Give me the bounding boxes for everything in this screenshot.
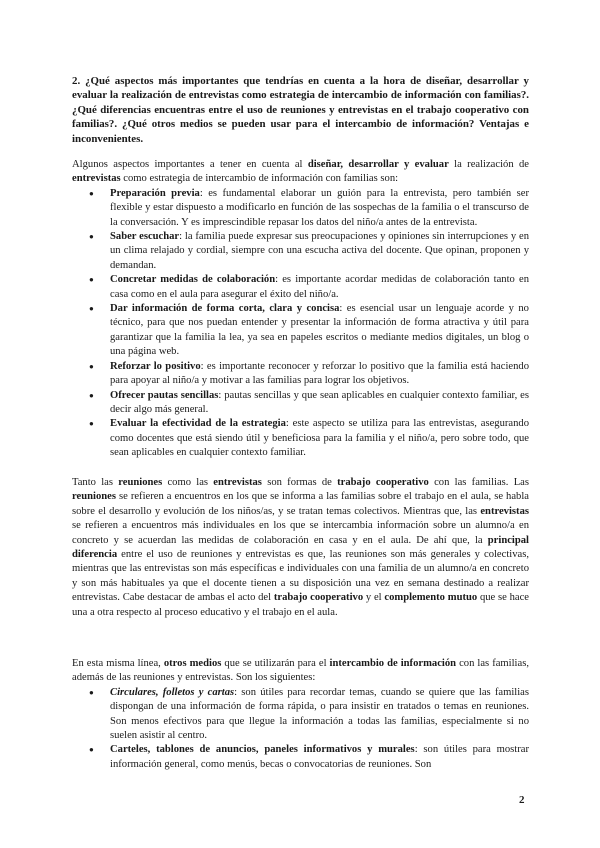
item-title: Saber escuchar [110, 231, 180, 243]
paragraph-text: son formas de [261, 477, 338, 488]
paragraph-bold: reuniones [72, 491, 116, 503]
item-title: Preparación previa [110, 187, 200, 199]
question-heading: 2. ¿Qué aspectos más importantes que tendrías en cuenta a la hora de diseñar, desarrollar y evaluar la realización de entrevistas como estrategia de intercambio de información con familias?. ¿Qué diferencias encuentras entre el uso de reuniones y entrevistas en el trabajo cooperativo con familias?. ¿Qué otros medios se pueden usar para el intercambio de información? Ventajas e inconvenientes. [72, 75, 529, 145]
paragraph-text: se refieren a encuentros más individuales en los que se intercambia información sobre un alumno/a en concreto y se acuerdan las medidas de colaboración en casa y en el aula. De ahí que, la [72, 520, 529, 546]
page-number: 2 [519, 794, 525, 806]
intro-text: En esta misma línea, [72, 658, 164, 669]
paragraph-bold: complemento mutuo [384, 592, 478, 604]
item-text: : es importante reconocer y reforzar lo positivo que la familia está haciendo para apoyar al niño/a y motivar a las familias para lograr los objetivos. [110, 360, 529, 387]
paragraph-bold: entrevistas [213, 477, 262, 488]
intro-text: que se utilizarán para el [221, 658, 330, 669]
item-title: Carteles, tablones de anuncios, paneles informativos y murales [110, 744, 415, 756]
list-item [72, 686, 529, 744]
list-item [72, 187, 529, 230]
intro-bold: entrevistas [72, 173, 121, 185]
paragraph-bold: reuniones [118, 477, 163, 488]
aspects-list [72, 187, 529, 461]
item-text: : este aspecto se utiliza para las entrevistas, asegurando como docentes que está siendo útil y beneficiosa para la familia y el niño/a, pero sobre todo, que sean aplicables en cualquier contexto familiar. [110, 418, 529, 459]
list-item [72, 230, 529, 273]
item-text: : es importante acordar medidas de colaboración tanto en casa como en el aula para asegurar el éxito del niño/a. [110, 274, 530, 300]
item-text: : es esencial usar un lenguaje acorde y no técnico, para que nos puedan entender y presentar la información de forma atractiva y útil para garantizar que la familia la lea, ya sea en papeles escritos o mediante medios digitales, un blog o una página web. [110, 303, 529, 358]
intro-text: con las familias, además de las reuniones y entrevistas. Son los siguientes: [72, 658, 529, 684]
item-text: : son útiles para recordar temas, cuando se quiere que las familias dispongan de una información de forma rápida, o para insistir en tratados o temas en reuniones. Son menos efectivos para que llegue la información a todas las familias, especialmente si no suelen asistir al centro. [110, 686, 529, 742]
aspects-intro [72, 158, 529, 187]
aspects-paragraph [72, 158, 529, 461]
paragraph-text: entre el uso de reuniones y entrevistas es que, las reuniones son más generales y colectivas, mientras que las entrevistas son más específicas e individuales con una familia de un alumno/a en concreto y son más habituales ya que el docente tienen a su disposición una vez en semana destinado a realizar entrevistas. Cabe destacar de ambas el acto del [72, 549, 529, 604]
intro-bold: diseñar, desarrollar y evaluar [307, 159, 449, 170]
paragraph-text: se refieren a encuentros en los que se informa a las familias sobre el trabajo en el aula, se habla sobre el desarrollo y evolución de los niños/as, y se tratan temas colectivos. Mientras que, las [72, 491, 529, 517]
item-text: : son útiles para mostrar información general, como menús, becas o convocatorias de reuniones. Son [110, 744, 529, 770]
other-media-list [72, 686, 529, 772]
list-item [72, 302, 529, 360]
list-item [72, 360, 529, 389]
list-item [72, 417, 529, 460]
intro-text: Algunos aspectos importantes a tener en cuenta al [72, 159, 308, 170]
paragraph-bold: principal diferencia [72, 534, 529, 561]
paragraph-text: Tanto las [72, 477, 119, 488]
item-title: Concretar medidas de colaboración [110, 274, 276, 286]
paragraph-text: como las [162, 477, 214, 488]
paragraph-text: con las familias. Las [428, 477, 529, 488]
intro-bold: otros medios [163, 658, 222, 669]
item-title: Circulares, folletos y cartas [110, 686, 235, 698]
item-title: Ofrecer pautas sencillas [110, 389, 219, 401]
paragraph-bold: trabajo cooperativo [337, 477, 429, 488]
list-item [72, 273, 529, 302]
list-item [72, 743, 529, 772]
other-media-intro [72, 657, 529, 686]
intro-bold: intercambio de información [329, 658, 457, 669]
item-title: Dar información de forma corta, clara y concisa [110, 303, 340, 315]
item-title: Reforzar lo positivo [110, 360, 201, 372]
item-text: : pautas sencillas y que sean aplicables en cualquier contexto familiar, es decir algo más general. [110, 389, 529, 415]
intro-text: como estrategia de intercambio de información con familias son: [120, 173, 399, 185]
item-title: Evaluar la efectividad de la estrategia [110, 418, 286, 430]
item-text: : es fundamental elaborar un guión para la entrevista, pero también ser flexible y estar dispuesto a modificarlo en función de las sospechas de la familia o el transcurso de la conversación. Y es imprescindible repasar los datos del niño/a antes de la entrevista. [110, 187, 529, 228]
item-text: : la familia puede expresar sus preocupaciones y opiniones sin interrupciones y en un clima relajado y cordial, siempre con una escucha activa del docente. Que opinan, proponen y demandan. [110, 231, 529, 271]
intro-text: la realización de [448, 159, 529, 170]
paragraph-text: que se hace una a otra respecto al proceso educativo y el trabajo en el aula. [72, 592, 530, 618]
list-item [72, 389, 529, 418]
paragraph-bold: entrevistas [480, 505, 529, 517]
paragraph-text: y el [363, 592, 385, 604]
other-media-paragraph [72, 657, 529, 772]
differences-paragraph [72, 476, 529, 620]
paragraph-bold: trabajo cooperativo [273, 592, 364, 604]
